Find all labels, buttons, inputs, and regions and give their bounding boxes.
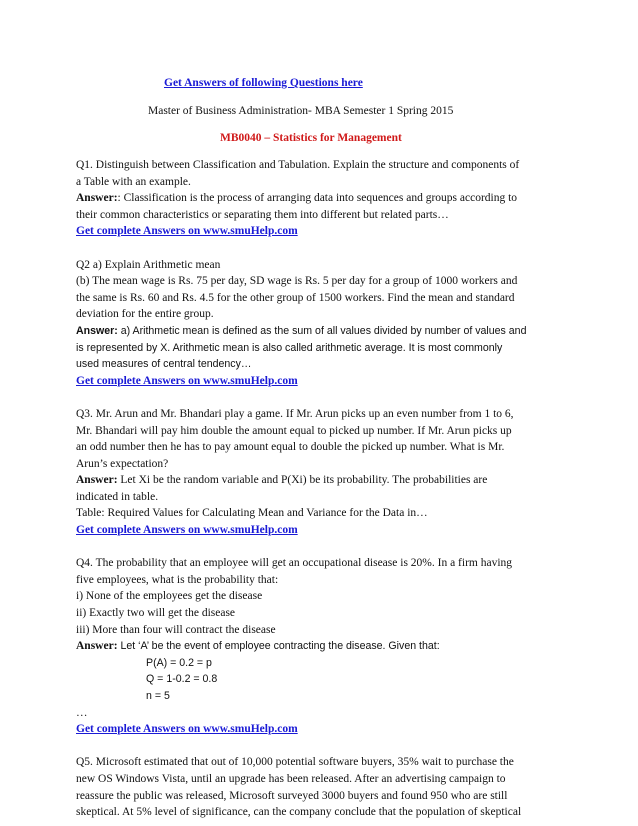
question-text: new OS Windows Vista, until an upgrade has been released. After an advertising campaign to: [76, 772, 506, 785]
answer-text: is represented by X. Arithmetic mean is also called arithmetic average. It is most commonly: [76, 341, 503, 354]
answer-text: a) Arithmetic mean is defined as the sum of all values divided by number of values and: [117, 324, 527, 337]
answer-line: [76, 190, 566, 207]
question-text: deviation for the entire group.: [76, 308, 214, 321]
question-text: iii) More than four will contract the disease: [76, 623, 276, 636]
answer-label: Answer:: [76, 640, 118, 653]
question-text: Arun’s expectation?: [76, 457, 169, 470]
question-1: [76, 157, 566, 240]
question-text: Q1. Distinguish between Classification and Tabulation. Explain the structure and components of: [76, 159, 520, 171]
question-2: [76, 257, 566, 390]
answer-text: Let ‘A’ be the event of employee contracting the disease. Given that:: [117, 640, 440, 653]
program-title: Master of Business Administration- MBA Semester 1 Spring 2015: [148, 105, 454, 117]
answer-text: indicated in table.: [76, 490, 159, 503]
answer-label: Answer:: [76, 324, 118, 337]
formula-line: P(A) = 0.2 = p: [146, 656, 212, 669]
question-text: skeptical. At 5% level of significance, can the company conclude that the population of skeptical: [76, 806, 522, 819]
question-5: [76, 754, 566, 820]
question-text: i) None of the employees get the disease: [76, 590, 263, 603]
question-text: (b) The mean wage is Rs. 75 per day, SD wage is Rs. 5 per day for a group of 1000 workers and: [76, 275, 518, 288]
get-answers-link[interactable]: Get Answers of following Questions here: [164, 77, 363, 89]
course-title: MB0040 – Statistics for Management: [220, 132, 402, 144]
answer-label: Answer:: [76, 474, 118, 487]
get-complete-answers-link[interactable]: Get complete Answers on www.smuHelp.com: [76, 723, 298, 736]
answer-line: [76, 638, 566, 655]
questions-body: [76, 157, 566, 821]
ellipsis: …: [76, 706, 88, 719]
get-complete-answers-link[interactable]: Get complete Answers on www.smuHelp.com: [76, 225, 298, 238]
get-complete-answers-link[interactable]: Get complete Answers on www.smuHelp.com: [76, 374, 298, 387]
question-text: ii) Exactly two will get the disease: [76, 607, 236, 620]
answer-text: : Classification is the process of arranging data into sequences and groups according to: [117, 192, 518, 205]
answer-text: Table: Required Values for Calculating Mean and Variance for the Data in…: [76, 507, 428, 520]
question-text: a Table with an example.: [76, 175, 191, 188]
question-text: Q4. The probability that an employee will get an occupational disease is 20%. In a firm having: [76, 557, 513, 570]
question-text: the same is Rs. 60 and Rs. 4.5 for the other group of 1500 workers. Find the mean and standard: [76, 291, 515, 304]
get-complete-answers-link[interactable]: Get complete Answers on www.smuHelp.com: [76, 524, 298, 537]
question-3: [76, 406, 566, 539]
answer-text: their common characteristics or separating them into different but related parts…: [76, 208, 449, 221]
answer-label: Answer:: [76, 192, 118, 205]
answer-text: Let Xi be the random variable and P(Xi) be its probability. The probabilities are: [117, 474, 488, 487]
question-text: Mr. Bhandari will pay him double the amount equal to picked up number. If Mr. Arun picks up: [76, 424, 512, 437]
answer-line: [76, 472, 566, 489]
question-4: [76, 555, 566, 738]
question-text: reassure the public was released, Microsoft surveyed 3000 buyers and found 950 who are still: [76, 789, 508, 802]
question-text: five employees, what is the probability that:: [76, 573, 279, 586]
question-text: Q3. Mr. Arun and Mr. Bhandari play a game. If Mr. Arun picks up an even number from 1 to 6,: [76, 407, 514, 420]
formula-line: n = 5: [146, 690, 170, 702]
question-text: Q5. Microsoft estimated that out of 10,000 potential software buyers, 35% wait to purchase the: [76, 756, 514, 769]
formula-line: Q = 1-0.2 = 0.8: [146, 673, 218, 686]
question-text: an odd number then he has to pay amount equal to double the picked up number. What is Mr.: [76, 441, 505, 454]
question-text: Q2 a) Explain Arithmetic mean: [76, 258, 221, 271]
answer-text: used measures of central tendency…: [76, 358, 252, 371]
answer-line: [76, 323, 566, 340]
